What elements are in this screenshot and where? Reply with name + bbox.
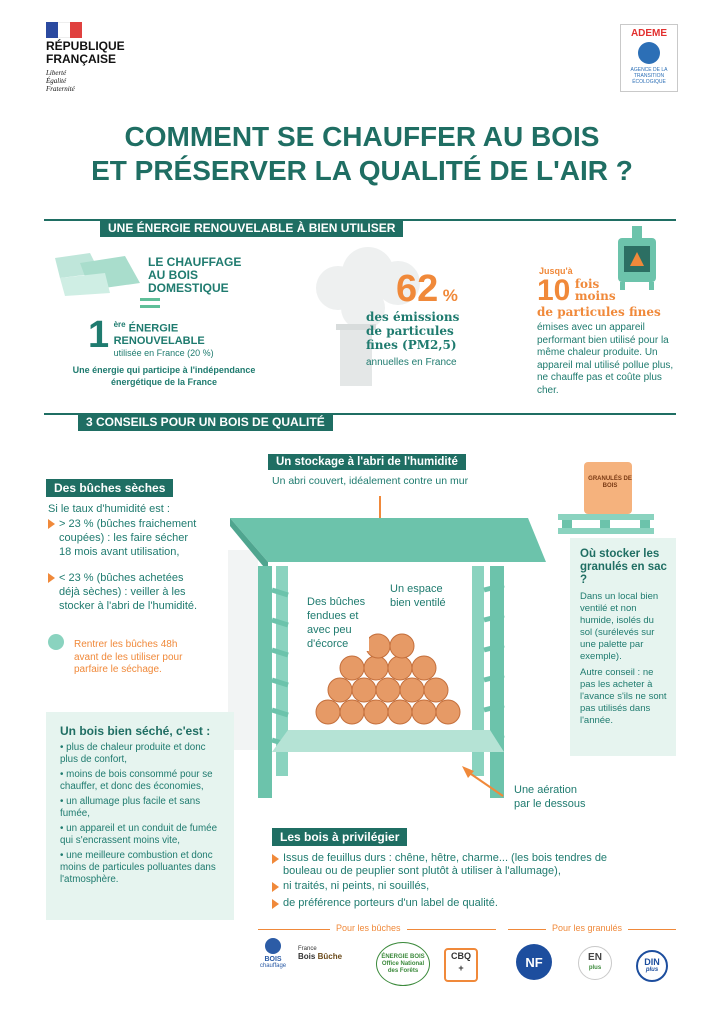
- espace-text: Un espace bien ventilé: [390, 583, 446, 609]
- seche-box: Un bois bien séché, c'est : • plus de chaleur produite et donc plus de confort, • moins de bois consommé pour se chauffer, et donc des économies, • un allumage plus facile et sans fumée, • un appareil et un conduit de fumée qui s'encrassent moins vite, • une meilleure combustion et donc moins de particules polluantes dans l'atmosphère.: [46, 712, 234, 920]
- seche-list: [60, 742, 224, 886]
- tip-text: Rentrer les bûches 48h avant de les utiliser pour parfaire le séchage.: [74, 639, 183, 675]
- buches-label: Des bûches sèches: [46, 479, 173, 497]
- page-title: COMMENT SE CHAUFFER AU BOIS ET PRÉSERVER LA QUALITÉ DE L'AIR ?: [91, 121, 633, 186]
- section1-label: UNE ÉNERGIE RENOUVELABLE À BIEN UTILISER: [100, 219, 403, 237]
- taux-text: Si le taux d'humidité est :: [48, 503, 170, 515]
- taux-item-2: < 23 % (bûches achetées déjà sèches) : veiller à les stocker à l'abri de l'humidité.: [48, 571, 198, 613]
- granules-box: Où stocker les granulés en sac ? Dans un local bien ventilé et non humide, isolés du sol (surélevés sur une palette par exemple). Autre conseil : ne pas les acheter à l'avance s'ils ne sont pas utilisés dans l'année.: [570, 538, 676, 756]
- enplus-logo: EN plus: [578, 946, 612, 980]
- cbq-logo: CBQ +: [444, 948, 478, 982]
- annuelles-text: annuelles en France: [366, 357, 457, 368]
- particules-fines: de particules fines: [537, 305, 661, 319]
- taux-item-1: > 23 % (bûches fraichement coupées) : les faire sécher 18 mois avant utilisation,: [48, 517, 198, 559]
- pct-62: 62 %: [396, 268, 458, 310]
- seche-item: • une meilleure combustion et donc moins de particules polluantes dans l'atmosphère.: [60, 850, 216, 885]
- pellet-pallet-icon: [548, 462, 658, 542]
- jusqua-text: Jusqu'à: [539, 266, 573, 276]
- fois-figure: 10 fois moins: [537, 274, 616, 307]
- equals-icon: [140, 298, 160, 308]
- privilegier-label: Les bois à privilégier: [272, 828, 407, 846]
- republique-logo: RÉPUBLIQUE FRANÇAISE Liberté Égalité Fraternité: [46, 22, 156, 93]
- emises-text: émises avec un appareil performant bien utilisé pour la même chaleur produite. Un appareil mal utilisé pollue plus, ne chauffe pas et coûte plus cher.: [537, 322, 674, 396]
- ademe-logo: ADEME AGENCE DE LA TRANSITION ÉCOLOGIQUE: [620, 24, 678, 92]
- priv-item-1: Issus de feuillus durs : chêne, hêtre, charme... (les bois tendres de bouleau ou de peuplier sont plutôt à utiliser à l'allumage),: [272, 852, 632, 878]
- stockage-label: Un stockage à l'abri de l'humidité: [268, 454, 466, 470]
- stove-icon: [612, 226, 662, 292]
- seche-item: • moins de bois consommé pour se chauffer, et donc des économies,: [60, 769, 213, 792]
- ademe-globe-icon: [638, 42, 660, 64]
- priv-item-3: de préférence porteurs d'un label de qualité.: [272, 897, 498, 909]
- pour-buches: Pour les bûches: [330, 923, 407, 933]
- seche-item: • un appareil et un conduit de fumée qui s'encrassent moins vite,: [60, 823, 218, 846]
- fendues-text: Des bûches fendues et avec peu d'écorce: [307, 595, 369, 651]
- renewable-rank: 1 $^{ère}$ ÉNERGIE RENOUVELABLE utilisée en France (20 %): [88, 314, 214, 358]
- priv-item-2: ni traités, ni peints, ni souillés,: [272, 880, 429, 892]
- france-bois-buche-logo: France Bois Bûche: [298, 946, 343, 961]
- nf-logo: NF: [516, 944, 552, 980]
- seche-item: • un allumage plus facile et sans fumée,: [60, 796, 201, 819]
- lightbulb-icon: [48, 634, 64, 650]
- pour-granules: Pour les granulés: [546, 923, 628, 933]
- seche-item: • plus de chaleur produite et donc plus de confort,: [60, 742, 206, 765]
- emissions-text: des émissions de particules fines (PM2,5): [366, 310, 460, 352]
- flag-icon: [46, 22, 82, 38]
- aeration-text: Une aération par le dessous: [514, 784, 586, 810]
- woodshed-illustration: [228, 490, 548, 805]
- logs-illustration-icon: [50, 248, 150, 298]
- energie-bois-logo: ÉNERGIE BOIS Office National des Forêts: [376, 942, 430, 986]
- independance-text: Une énergie qui participe à l'indépendance énergétique de la France: [72, 365, 256, 387]
- pellet-bag-label: GRANULÉS DE BOIS: [588, 476, 632, 489]
- section2-label: 3 CONSEILS POUR UN BOIS DE QUALITÉ: [78, 413, 333, 431]
- chauffage-heading: LE CHAUFFAGE AU BOIS DOMESTIQUE: [148, 255, 242, 295]
- bois-chauffage-logo: BOIS chauffage: [258, 938, 288, 984]
- abri-text: Un abri couvert, idéalement contre un mur: [272, 475, 469, 487]
- din-plus-logo: DIN plus: [636, 950, 668, 982]
